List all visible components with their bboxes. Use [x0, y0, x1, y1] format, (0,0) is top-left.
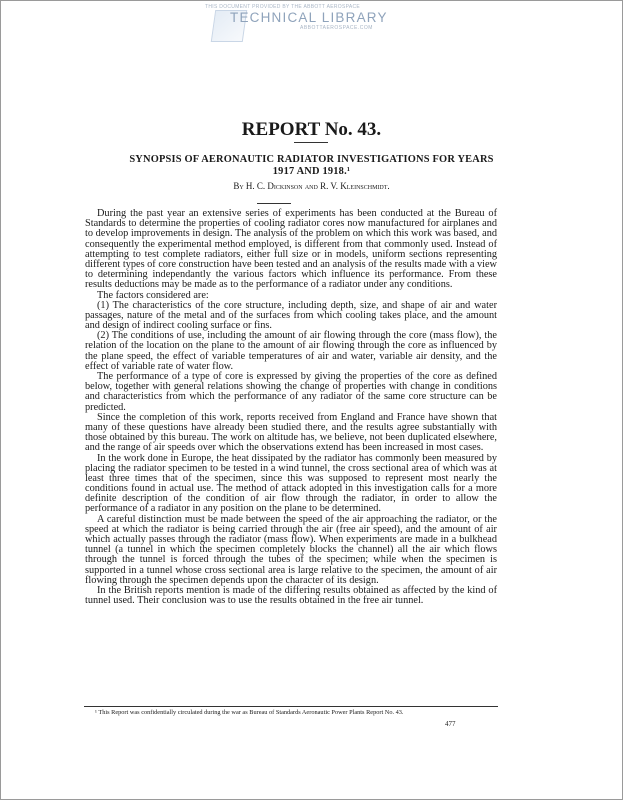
paragraph: In the work done in Europe, the heat dissipated by the radiator has commonly been measured by placing the radiator specimen to be tested in a wind tunnel, the cross sectional area of which was at least three times that of the specimen, since this was supposed to represent most nearly the conditions found in actual use. The method of attack adopted in this investigation calls for a more definite description of the condition of air flow through the radiator, in order to allow the performance of a radiator in any position on the plane to be determined.: [85, 452, 497, 515]
abbott-watermark: [205, 4, 445, 46]
title-rule: [294, 142, 328, 143]
subtitle-line-2: 1917 AND 1918.¹: [272, 165, 351, 177]
paragraph: (1) The characteristics of the core structure, including depth, size, and shape of air and water passages, nature of the metal and of the surfaces from which cooling takes place, and the amount and design of indirect cooling surface or fins.: [85, 299, 497, 332]
byline: By H. C. Dickinson and R. V. Kleinschmidt.: [233, 181, 390, 191]
paragraph: In the British reports mention is made of the differing results obtained as affected by the kind of tunnel used. Their conclusion was to use the results obtained in the free air tunnel.: [85, 584, 497, 607]
paragraph: The performance of a type of core is expressed by giving the properties of the core as defined below, together with general relations showing the change of properties with change in conditions and characteristics from which the performance of any radiator of the same core structure can be predicted.: [85, 371, 497, 413]
footnote-rule: [84, 706, 498, 707]
paragraph: The factors considered are:: [97, 289, 209, 301]
paragraph: Since the completion of this work, reports received from England and France have shown that many of these questions have already been studied there, and the results agree substantially with those obtained by this bureau. The work on altitude has, we believe, not been duplicated elsewhere, and the range of air speeds over which the observations extend has been increased in most cases.: [85, 411, 497, 454]
watermark-url: ABBOTTAEROSPACE.COM: [300, 25, 373, 31]
footnote: ¹ This Report was confidentially circulated during the war as Bureau of Standards Aeronautic Power Plants Report No. 43.: [95, 709, 404, 716]
watermark-library: TECHNICAL LIBRARY: [230, 10, 388, 25]
body-text: [85, 209, 497, 606]
paragraph: During the past year an extensive series of experiments has been conducted at the Bureau of Standards to determine the properties of cooling radiator cores now manufactured for airplanes and to develop improvements in design. The analysis of the problem on which this work was based, and consequently the experimental method employed, is different from that commonly used. Instead of attempting to test complete radiators, either full size or in models, uniform sections representing different types of core construction have been tested and an analysis of the results made with a view to determining independantly the various factors which influence its performance. From these results deductions may be made as to the performance of a radiator under any conditions.: [85, 208, 497, 291]
report-subtitle: [95, 154, 528, 177]
subtitle-line-1: SYNOPSIS OF AERONAUTIC RADIATOR INVESTIGATIONS FOR YEARS: [129, 154, 494, 165]
watermark-provided-by: THIS DOCUMENT PROVIDED BY THE ABBOTT AEROSPACE: [205, 4, 361, 10]
report-title: REPORT No. 43.: [241, 119, 382, 140]
paragraph: A careful distinction must be made between the speed of the air approaching the radiator, or the speed at which the radiator is being carried through the air (free air speed), and the amount of air which actually passes through the radiator (mass flow). When experiments are made in a bulkhead tunnel (a tunnel in which the specimen completely blocks the channel) all the air which flows through the tunnel is forced through the tubes of the specimen; while when the specimen is supported in a tunnel whose cross sectional area is large relative to the specimen, the amount of air flowing through the specimen depends upon the character of its design.: [85, 513, 497, 586]
paragraph: (2) The conditions of use, including the amount of air flowing through the core (mass flow), the relation of the location on the plane to the amount of air flowing through the core as influenced by the plane speed, the effect of variable temperatures of air and water, variable air density, and the effect of variable rate of water flow.: [85, 330, 497, 372]
byline-rule: [257, 203, 291, 204]
page-number: 477: [445, 720, 456, 728]
